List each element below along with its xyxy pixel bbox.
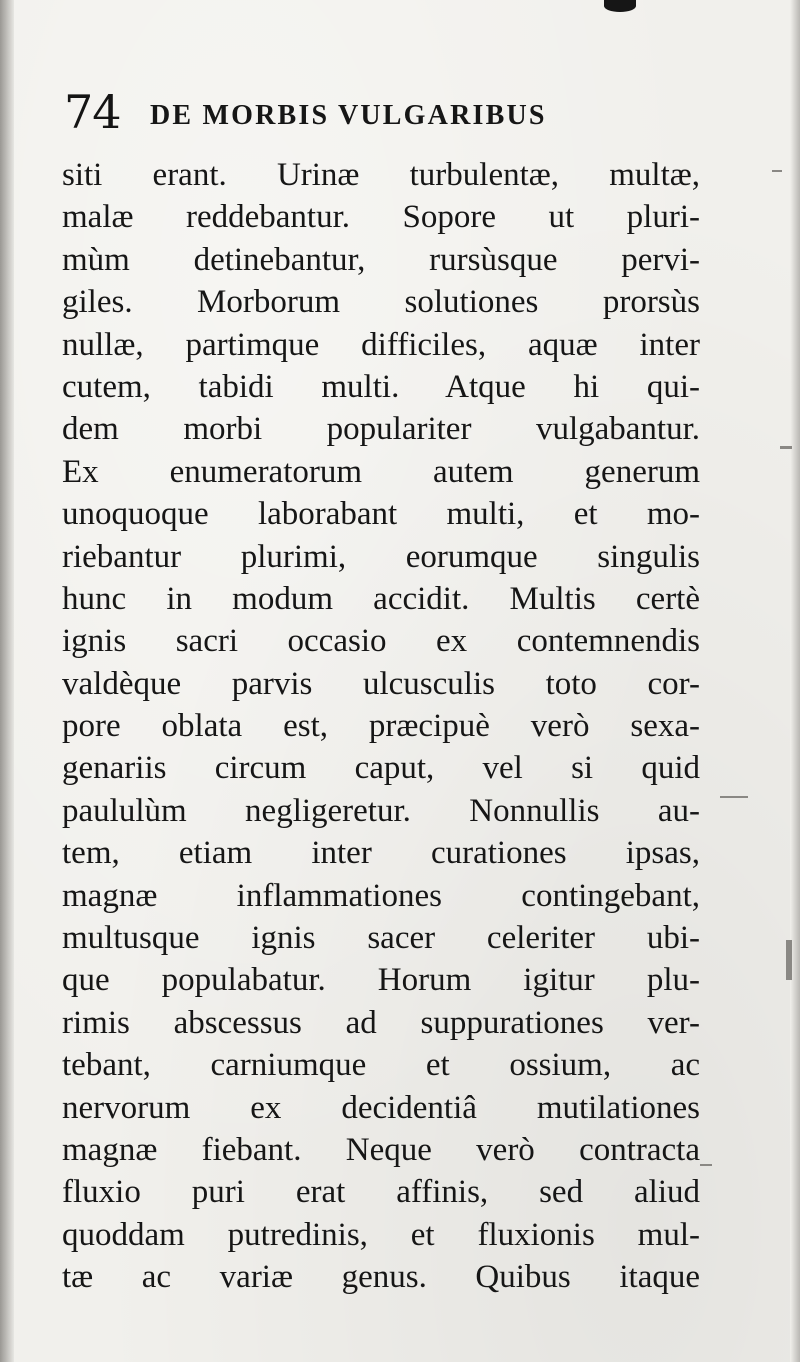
text-line: pore oblata est, præcipuè verò sexa- bbox=[62, 708, 700, 745]
text-line: siti erant. Urinæ turbulentæ, multæ, bbox=[62, 157, 700, 193]
text-line: rimis abscessus ad suppurationes ver- bbox=[62, 1004, 700, 1041]
text-line: que populabatur. Horum igitur plu- bbox=[62, 962, 700, 999]
text-line: cutem, tabidi multi. Atque hi qui- bbox=[62, 368, 700, 405]
margin-mark bbox=[780, 446, 792, 449]
page-gutter-shadow bbox=[0, 0, 14, 1362]
text-line: fluxio puri erat affinis, sed aliud bbox=[62, 1174, 700, 1211]
text-line: magnæ fiebant. Neque verò contracta bbox=[62, 1131, 700, 1168]
text-line: magnæ inflammationes contingebant, bbox=[62, 877, 700, 914]
page-edge-shadow bbox=[790, 0, 800, 1362]
page-number: 74 bbox=[64, 85, 121, 139]
text-line: giles. Morborum solutiones prorsùs bbox=[62, 284, 700, 321]
margin-mark bbox=[786, 940, 792, 980]
text-line: unoquoque laborabant multi, et mo- bbox=[62, 496, 700, 533]
text-line: mùm detinebantur, rursùsque pervi- bbox=[62, 241, 700, 278]
text-line: dem morbi populariter vulgabantur. bbox=[62, 411, 700, 448]
text-line: paululùm negligeretur. Nonnullis au- bbox=[62, 792, 700, 829]
text-line: tæ ac variæ genus. Quibus itaque bbox=[62, 1259, 700, 1296]
text-line: nullæ, partimque difficiles, aquæ inter bbox=[62, 326, 700, 363]
text-line: tebant, carniumque et ossium, ac bbox=[62, 1047, 700, 1084]
text-line: ignis sacri occasio ex contemnendis bbox=[62, 623, 700, 660]
ink-blot bbox=[604, 0, 636, 12]
text-line: multusque ignis sacer celeriter ubi- bbox=[62, 920, 700, 957]
text-line: valdèque parvis ulcusculis toto cor- bbox=[62, 665, 700, 702]
page-header bbox=[64, 82, 704, 152]
text-line: malæ reddebantur. Sopore ut pluri- bbox=[62, 199, 700, 236]
body-text bbox=[62, 154, 700, 1299]
running-head: DE MORBIS VULGARIBUS bbox=[150, 100, 547, 131]
text-line: hunc in modum accidit. Multis certè bbox=[62, 580, 700, 617]
margin-mark bbox=[772, 170, 782, 172]
text-line: genariis circum caput, vel si quid bbox=[62, 750, 700, 787]
text-line: nervorum ex decidentiâ mutilationes bbox=[62, 1089, 700, 1126]
text-line: riebantur plurimi, eorumque singulis bbox=[62, 538, 700, 575]
text-line: Ex enumeratorum autem generum bbox=[62, 453, 700, 490]
margin-mark bbox=[700, 1164, 712, 1166]
margin-mark bbox=[720, 796, 748, 798]
text-line: tem, etiam inter curationes ipsas, bbox=[62, 835, 700, 872]
text-line: quoddam putredinis, et fluxionis mul- bbox=[62, 1216, 700, 1253]
